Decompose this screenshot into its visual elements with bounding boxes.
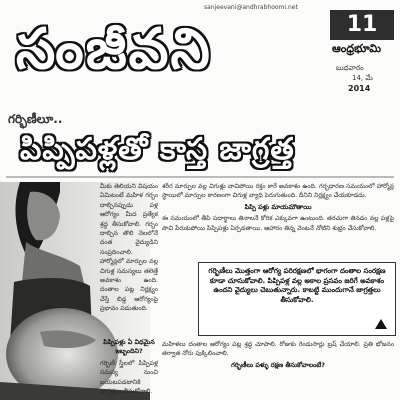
pull-quote-text: గర్భిణీలు మొత్తంగా ఆరోగ్య పరిరక్షణలో భాగంగా దంతాల సంరక్షణ కూడా చూసుకోవాలి. పిప్పిపళ్ల వల్ల అకాల ప్రసవం జరిగే అవకాశం ఉందని వైద్యులు చెబుతున్నారు. కాబట్టి ముందుగానే జాగ్రత్తలు తీసుకోవాలి. [208,267,386,304]
article-column-3 [162,340,394,372]
column-text: మహిళలు దంతాల ఆరోగ్యం పట్ల శ్రద్ధ చూపాలి. రోజుకు రెండుసార్లు బ్రష్ చేయాలి. ప్రతి భోజనం తర్వాత నోరు పుక్కిలించాలి. [162,341,394,358]
masthead [6,10,326,94]
triangle-icon [375,319,387,329]
column-subhead: పిప్పిపళ్లు ఏ విధమైన ఇబ్బందిని? [103,338,155,356]
divider [6,176,394,178]
column-subhead: గర్భిణీలు పళ్ళు రక్షణ తీసుకోవాలంటే? [231,360,325,369]
column-text: ఈ సమయంలో తీపి పదార్థాలు తినాలనే కోరిక ఎక్కువగా ఉంటుంది. తరచుగా తినడం వల్ల పళ్లపై పాచి పేరుకుపోయి పిప్పిపళ్లు ఏర్పడతాయి. ఆహారం తిన్న వెంటనే నోటిని శుభ్రం చేసుకోవాలి. [162,215,394,232]
column-text: గర్భిణీ స్త్రీలలో పిప్పిపళ్ల సమస్య నుంచి బయటపడటానికి జాగ్రత్తలు తీసుకోవాలి. [100,359,158,396]
article-kicker: గర్భిణీలూ.. [8,112,63,126]
section-title: సంజీవని [16,16,212,82]
article-column-1-bottom [100,336,158,396]
newspaper-brand: ఆంధ్రభూమి [332,42,382,55]
article-headline: పిప్పిపళ్లతో కాస్త జాగ్రత్త [20,132,295,167]
page-number: 11 [330,10,394,40]
date: 14, మే [352,74,373,82]
email-address: sanjeevani@andhrabhoomi.net [204,4,298,11]
article-column-1: మీకు తెలియని విషయం ఏమిటంటే మహిళ గర్భం దాల్చినప్పుడు పళ్ల ఆరోగ్యం మీద ప్రత్యేక శ్రద్ధ తీసుకోవాలి. గర్భం దాల్చిన తొలి నెలలోనే దంత వైద్యుడిని సంప్రదించాలి. హార్మోన్లలో మార్పుల వల్ల చిగుళ్ల సమస్యలు తలెత్తే అవకాశం ఉంది. దంతాల పట్ల నిర్లక్ష్యం చేస్తే బిడ్డ ఆరోగ్యంపై ప్రభావం పడుతుంది. [100,183,158,313]
column-subhead: పిప్పి పళ్లు మాయమౌతాయి [244,202,312,211]
pull-quote-box [198,262,396,336]
weekday: బుధవారం [336,64,364,72]
year: 2014 [348,84,371,93]
article-column-2 [162,182,394,233]
date-block [330,10,394,100]
column-text: శరీర మార్పుల వల్ల చిగుళ్లు వాచిపోయి రక్తం కారే అవకాశం ఉంది. గర్భధారణ సమయంలో హార్మోన్ల స్థాయిలో మార్పుల కారణంగా చిగుళ్ల వ్యాధి పెరుగుతుంది. దీనిని నిర్లక్ష్యం చేయకూడదు. [162,183,394,200]
